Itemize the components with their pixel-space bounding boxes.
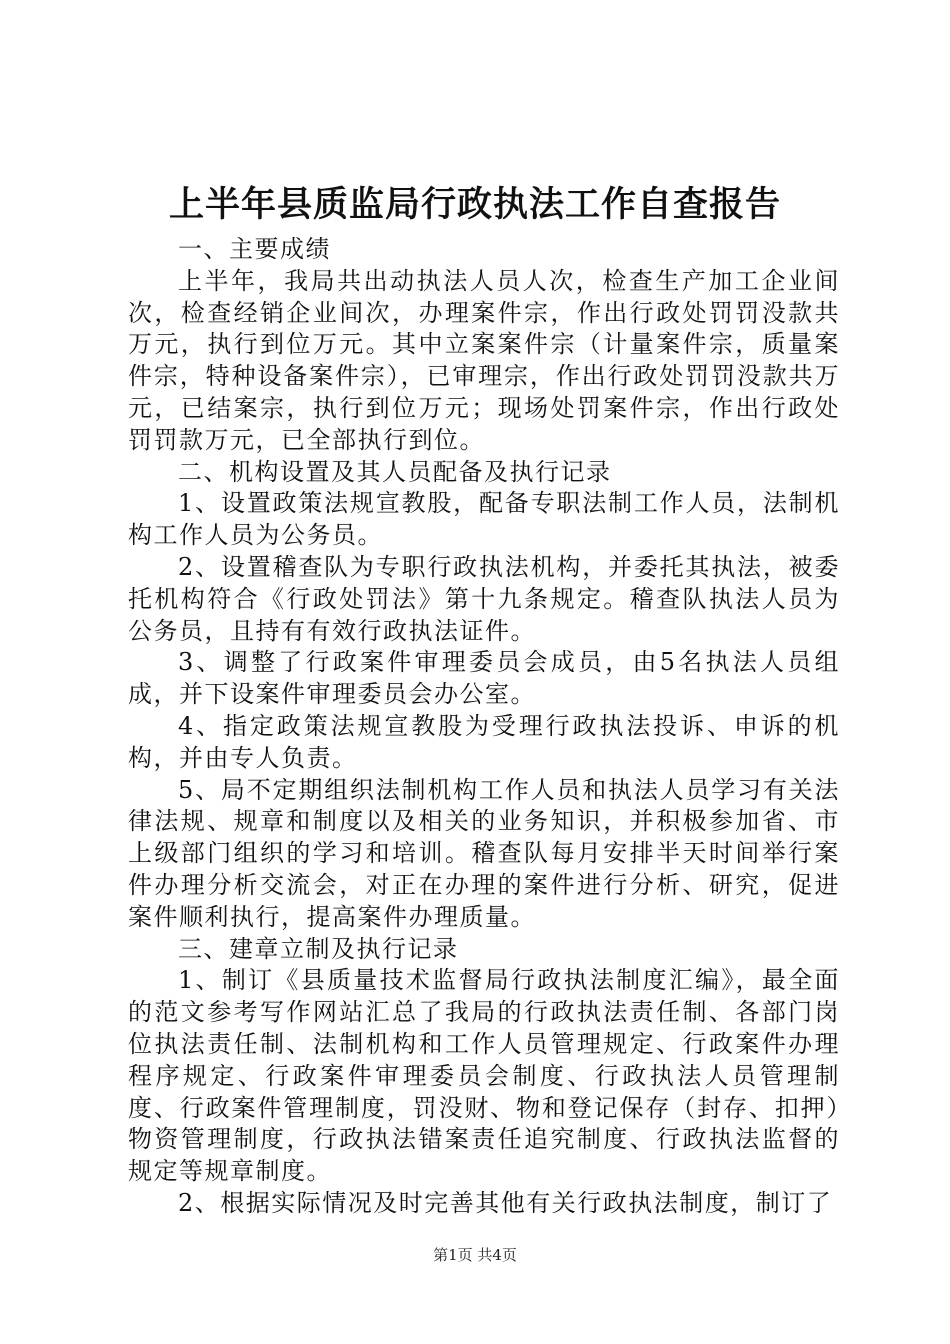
document-title: 上半年县质监局行政执法工作自查报告 (168, 184, 781, 225)
section-heading-organization: 二、机构设置及其人员配备及执行记录 (178, 457, 612, 486)
paragraph-org-item-4: 4、指定政策法规宣教股为受理行政执法投诉、申诉的机构，并由专人负责。 (128, 711, 840, 772)
document-body (128, 234, 840, 1220)
paragraph-org-item-5: 5、局不定期组织法制机构工作人员和执法人员学习有关法律法规、规章和制度以及相关的业务知识，并积极参加省、市上级部门组织的学习和培训。稽查队每月安排半天时间举行案件办理分析交流会，对正在办理的案件进行分析、研究，促进案件顺利执行，提高案件办理质量。 (128, 775, 840, 931)
paragraph-org-item-3: 3、调整了行政案件审理委员会成员，由5名执法人员组成，并下设案件审理委员会办公室。 (128, 648, 840, 709)
paragraph-org-item-2: 2、设置稽查队为专职行政执法机构，并委托其执法，被委托机构符合《行政处罚法》第十九条规定。稽查队执法人员为公务员，且持有有效行政执法证件。 (128, 552, 840, 645)
paragraph-achievements: 上半年，我局共出动执法人员人次，检查生产加工企业间次，检查经销企业间次，办理案件宗，作出行政处罚罚没款共万元，执行到位万元。其中立案案件宗（计量案件宗，质量案件宗，特种设备案件宗），已审理宗，作出行政处罚罚没款共万元，已结案宗，执行到位万元；现场处罚案件宗，作出行政处罚罚款万元，已全部执行到位。 (128, 266, 840, 454)
section-heading-regulations: 三、建章立制及执行记录 (178, 934, 459, 963)
paragraph-reg-item-2: 2、根据实际情况及时完善其他有关行政执法制度，制订了 (178, 1188, 833, 1217)
section-heading-achievements: 一、主要成绩 (178, 235, 331, 263)
page-footer: 第1页 共4页 (433, 1246, 517, 1264)
paragraph-reg-item-1: 1、制订《县质量技术监督局行政执法制度汇编》，最全面的范文参考写作网站汇总了我局的行政执法责任制、各部门岗位执法责任制、法制机构和工作人员管理规定、行政案件办理程序规定、行政案件审理委员会制度、行政执法人员管理制度、行政案件管理制度，罚没财、物和登记保存（封存、扣押）物资管理制度，行政执法错案责任追究制度、行政执法监督的规定等规章制度。 (128, 966, 840, 1186)
paragraph-org-item-1: 1、设置政策法规宣教股，配备专职法制工作人员，法制机构工作人员为公务员。 (128, 489, 840, 550)
